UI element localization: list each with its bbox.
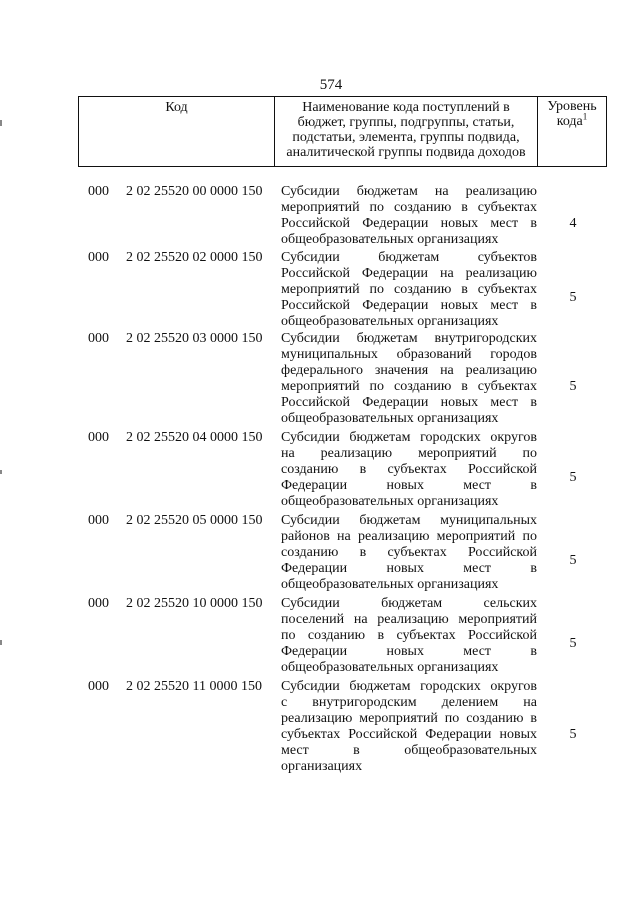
page-number: 574	[319, 77, 343, 93]
row-name-line: по созданию в субъектах Российской	[281, 628, 537, 643]
header-name-line: аналитической группы подвида доходов	[286, 145, 526, 160]
row-name-line: мероприятий по созданию в субъектах	[281, 379, 537, 394]
row-name	[281, 331, 537, 427]
row-level: 5	[569, 379, 577, 394]
table-row	[0, 250, 640, 330]
row-admin-code: 000	[88, 250, 109, 265]
row-name	[281, 679, 537, 775]
row-name-line: общеобразовательных организациях	[281, 494, 499, 509]
header-name-line: бюджет, группы, подгруппы, статьи,	[297, 115, 515, 130]
row-name-line: Российской Федерации новых мест в	[281, 216, 537, 231]
row-name-line: Российской Федерации на реализацию	[281, 266, 537, 281]
row-name-line: Федерации новых мест в	[281, 478, 537, 493]
table-row	[0, 430, 640, 510]
row-name-line: Федерации новых мест в	[281, 561, 537, 576]
table-row	[0, 513, 640, 593]
row-name-line: общеобразовательных организациях	[281, 411, 499, 426]
table-header	[78, 96, 607, 167]
header-name	[275, 97, 538, 166]
header-level	[538, 97, 606, 166]
row-name	[281, 513, 537, 593]
scan-mark	[0, 470, 2, 474]
row-name-line: Субсидии бюджетам внутригородских	[281, 331, 537, 346]
row-name-line: Российской Федерации новых мест в	[281, 298, 537, 313]
table-row	[0, 184, 640, 248]
row-admin-code: 000	[88, 596, 109, 611]
row-name-line: Субсидии бюджетам городских округов	[281, 679, 537, 694]
row-name-line: мероприятий по созданию в субъектах	[281, 282, 537, 297]
row-admin-code: 000	[88, 331, 109, 346]
row-name-line: общеобразовательных организациях	[281, 232, 499, 247]
row-name-line: Субсидии бюджетам городских округов	[281, 430, 537, 445]
row-name-line: на реализацию мероприятий по	[281, 446, 537, 461]
row-name-line: Российской Федерации новых мест в	[281, 395, 537, 410]
table-row	[0, 331, 640, 427]
row-name-line: районов на реализацию мероприятий по	[281, 529, 537, 544]
row-level: 5	[569, 290, 577, 305]
row-revenue-code: 2 02 25520 00 0000 150	[126, 184, 263, 199]
row-level: 5	[569, 470, 577, 485]
scan-mark	[0, 640, 2, 645]
row-name-line: с внутригородским делением на	[281, 695, 537, 710]
table-body	[0, 184, 640, 775]
row-level: 4	[569, 216, 577, 231]
row-name-line: поселений на реализацию мероприятий	[281, 612, 537, 627]
row-name	[281, 250, 537, 330]
header-level-line1: Уровень	[547, 99, 597, 114]
row-revenue-code: 2 02 25520 02 0000 150	[126, 250, 263, 265]
row-name-line: общеобразовательных организациях	[281, 577, 499, 592]
row-name-line: Субсидии бюджетам субъектов	[281, 250, 537, 265]
row-name-line: муниципальных образований городов	[281, 347, 537, 362]
table-row	[0, 596, 640, 676]
header-level-text: кода	[556, 114, 583, 129]
row-name-line: реализацию мероприятий по созданию в	[281, 711, 537, 726]
row-level: 5	[569, 636, 577, 651]
header-name-line: Наименование кода поступлений в	[302, 100, 510, 115]
header-level-footnote: 1	[582, 111, 588, 122]
row-admin-code: 000	[88, 430, 109, 445]
row-name	[281, 184, 537, 248]
row-name-line: Субсидии бюджетам сельских	[281, 596, 537, 611]
row-name-line: субъектах Российской Федерации новых	[281, 727, 537, 742]
table-row	[0, 679, 640, 775]
header-code: Код	[79, 97, 275, 166]
row-name-line: мероприятий по созданию в субъектах	[281, 200, 537, 215]
row-level: 5	[569, 553, 577, 568]
row-name-line: мест в общеобразовательных	[281, 743, 537, 758]
row-revenue-code: 2 02 25520 04 0000 150	[126, 430, 263, 445]
row-name-line: общеобразовательных организациях	[281, 660, 499, 675]
row-admin-code: 000	[88, 513, 109, 528]
row-name-line: Субсидии бюджетам муниципальных	[281, 513, 537, 528]
row-revenue-code: 2 02 25520 11 0000 150	[126, 679, 262, 694]
row-name	[281, 596, 537, 676]
row-name-line: организациях	[281, 759, 363, 774]
row-revenue-code: 2 02 25520 05 0000 150	[126, 513, 263, 528]
header-level-line2	[538, 111, 606, 129]
row-name-line: Субсидии бюджетам на реализацию	[281, 184, 537, 199]
scan-mark	[0, 120, 2, 126]
row-revenue-code: 2 02 25520 10 0000 150	[126, 596, 263, 611]
row-name-line: созданию в субъектах Российской	[281, 545, 537, 560]
row-name-line: Федерации новых мест в	[281, 644, 537, 659]
row-admin-code: 000	[88, 679, 109, 694]
row-revenue-code: 2 02 25520 03 0000 150	[126, 331, 263, 346]
row-admin-code: 000	[88, 184, 109, 199]
row-name-line: общеобразовательных организациях	[281, 314, 499, 329]
row-name	[281, 430, 537, 510]
row-name-line: созданию в субъектах Российской	[281, 462, 537, 477]
row-name-line: федерального значения на реализацию	[281, 363, 537, 378]
header-name-line: подстатьи, элемента, группы подвида,	[292, 130, 520, 145]
row-level: 5	[569, 727, 577, 742]
